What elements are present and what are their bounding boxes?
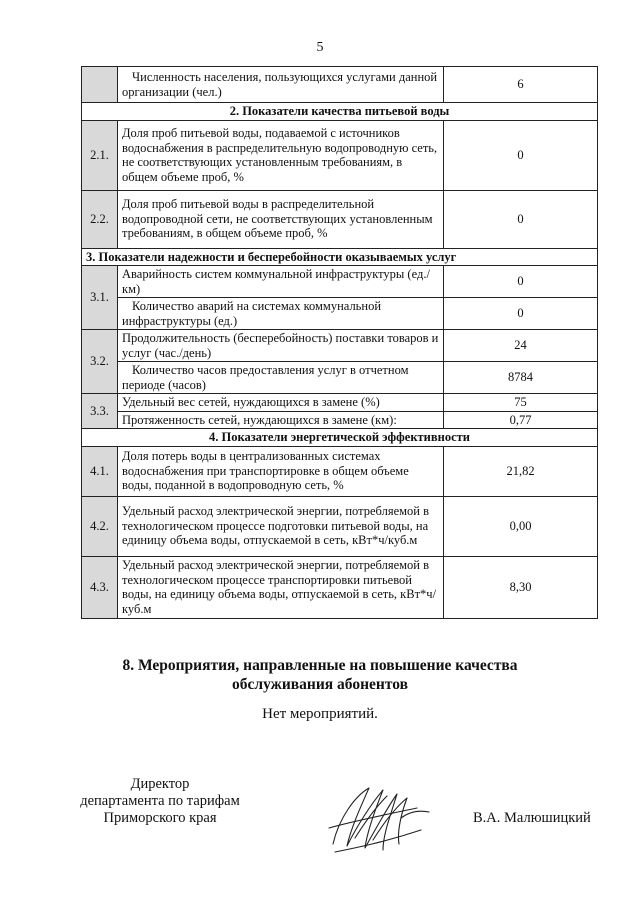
section-8-title bbox=[0, 656, 640, 694]
row-value: 8,30 bbox=[444, 556, 598, 618]
table-section-header-row bbox=[82, 248, 598, 266]
row-value: 21,82 bbox=[444, 446, 598, 496]
indicators-table bbox=[81, 66, 598, 619]
row-description: Аварийность систем коммунальной инфраструктуры (ед./км) bbox=[118, 266, 444, 298]
section-header: 3. Показатели надежности и бесперебойности оказываемых услуг bbox=[82, 248, 598, 266]
row-number: 2.2. bbox=[82, 190, 118, 248]
table-section-header-row bbox=[82, 429, 598, 447]
section-header: 4. Показатели энергетической эффективности bbox=[82, 429, 598, 447]
row-description: Удельный расход электрической энергии, потребляемой в технологическом процессе подготовки питьевой воды, на единицу объема воды, отпускаемой в сеть, кВт*ч/куб.м bbox=[118, 496, 444, 556]
row-value: 6 bbox=[444, 67, 598, 103]
row-number: 3.2. bbox=[82, 330, 118, 394]
signer-role bbox=[60, 776, 260, 827]
row-value: 0,00 bbox=[444, 496, 598, 556]
row-value: 75 bbox=[444, 394, 598, 412]
signer-role-line2: департамента по тарифам bbox=[80, 793, 240, 809]
signer-role-line3: Приморского края bbox=[103, 810, 217, 826]
row-description: Протяженность сетей, нуждающихся в замене (км): bbox=[118, 411, 444, 429]
table-row bbox=[82, 298, 598, 330]
table-row bbox=[82, 556, 598, 618]
table-row bbox=[82, 411, 598, 429]
section-8-title-line1: 8. Мероприятия, направленные на повышение качества bbox=[122, 657, 518, 674]
row-number: 3.3. bbox=[82, 394, 118, 429]
table-row bbox=[82, 67, 598, 103]
row-number: 4.3. bbox=[82, 556, 118, 618]
row-value: 8784 bbox=[444, 362, 598, 394]
no-events-text: Нет мероприятий. bbox=[262, 706, 378, 722]
row-description: Доля проб питьевой воды, подаваемой с источников водоснабжения в распределительную водопроводную сеть, не соответствующих установленным требованиям, в общем объеме проб, % bbox=[118, 120, 444, 190]
table-row bbox=[82, 330, 598, 362]
row-value: 0 bbox=[444, 190, 598, 248]
row-description: Удельный вес сетей, нуждающихся в замене (%) bbox=[118, 394, 444, 412]
table-row bbox=[82, 394, 598, 412]
row-value: 0 bbox=[444, 266, 598, 298]
row-description: Доля проб питьевой воды в распределительной водопроводной сети, не соответствующих установленным требованиям, в общем объеме проб, % bbox=[118, 190, 444, 248]
row-description: Количество часов предоставления услуг в отчетном периоде (часов) bbox=[118, 362, 444, 394]
row-number: 4.2. bbox=[82, 496, 118, 556]
table-section-header-row bbox=[82, 103, 598, 121]
table-row bbox=[82, 190, 598, 248]
page-number: 5 bbox=[316, 40, 324, 55]
row-number: 2.1. bbox=[82, 120, 118, 190]
row-description: Численность населения, пользующихся услугами данной организации (чел.) bbox=[118, 67, 444, 103]
signer-name: В.А. Малюшицкий bbox=[473, 810, 591, 826]
section-header: 2. Показатели качества питьевой воды bbox=[82, 103, 598, 121]
row-description: Количество аварий на системах коммунальной инфраструктуры (ед.) bbox=[118, 298, 444, 330]
signer-role-line1: Директор bbox=[130, 776, 190, 792]
row-description: Продолжительность (бесперебойность) поставки товаров и услуг (час./день) bbox=[118, 330, 444, 362]
row-value: 0,77 bbox=[444, 411, 598, 429]
row-number: 4.1. bbox=[82, 446, 118, 496]
row-value: 0 bbox=[444, 120, 598, 190]
table-row bbox=[82, 120, 598, 190]
row-value: 24 bbox=[444, 330, 598, 362]
table-row bbox=[82, 446, 598, 496]
row-description: Доля потерь воды в централизованных системах водоснабжения при транспортировке в общем объеме воды, поданной в водопроводную сеть, % bbox=[118, 446, 444, 496]
row-value: 0 bbox=[444, 298, 598, 330]
indicators-table-body bbox=[82, 67, 598, 619]
table-row bbox=[82, 362, 598, 394]
handwritten-signature bbox=[325, 778, 435, 858]
row-number bbox=[82, 67, 118, 103]
row-description: Удельный расход электрической энергии, потребляемой в технологическом процессе транспортировки питьевой воды, на единицу объема воды, отпускаемой в сеть, кВт*ч/куб.м bbox=[118, 556, 444, 618]
row-number: 3.1. bbox=[82, 266, 118, 330]
table-row bbox=[82, 266, 598, 298]
section-8-title-line2: обслуживания абонентов bbox=[232, 676, 408, 693]
table-row bbox=[82, 496, 598, 556]
